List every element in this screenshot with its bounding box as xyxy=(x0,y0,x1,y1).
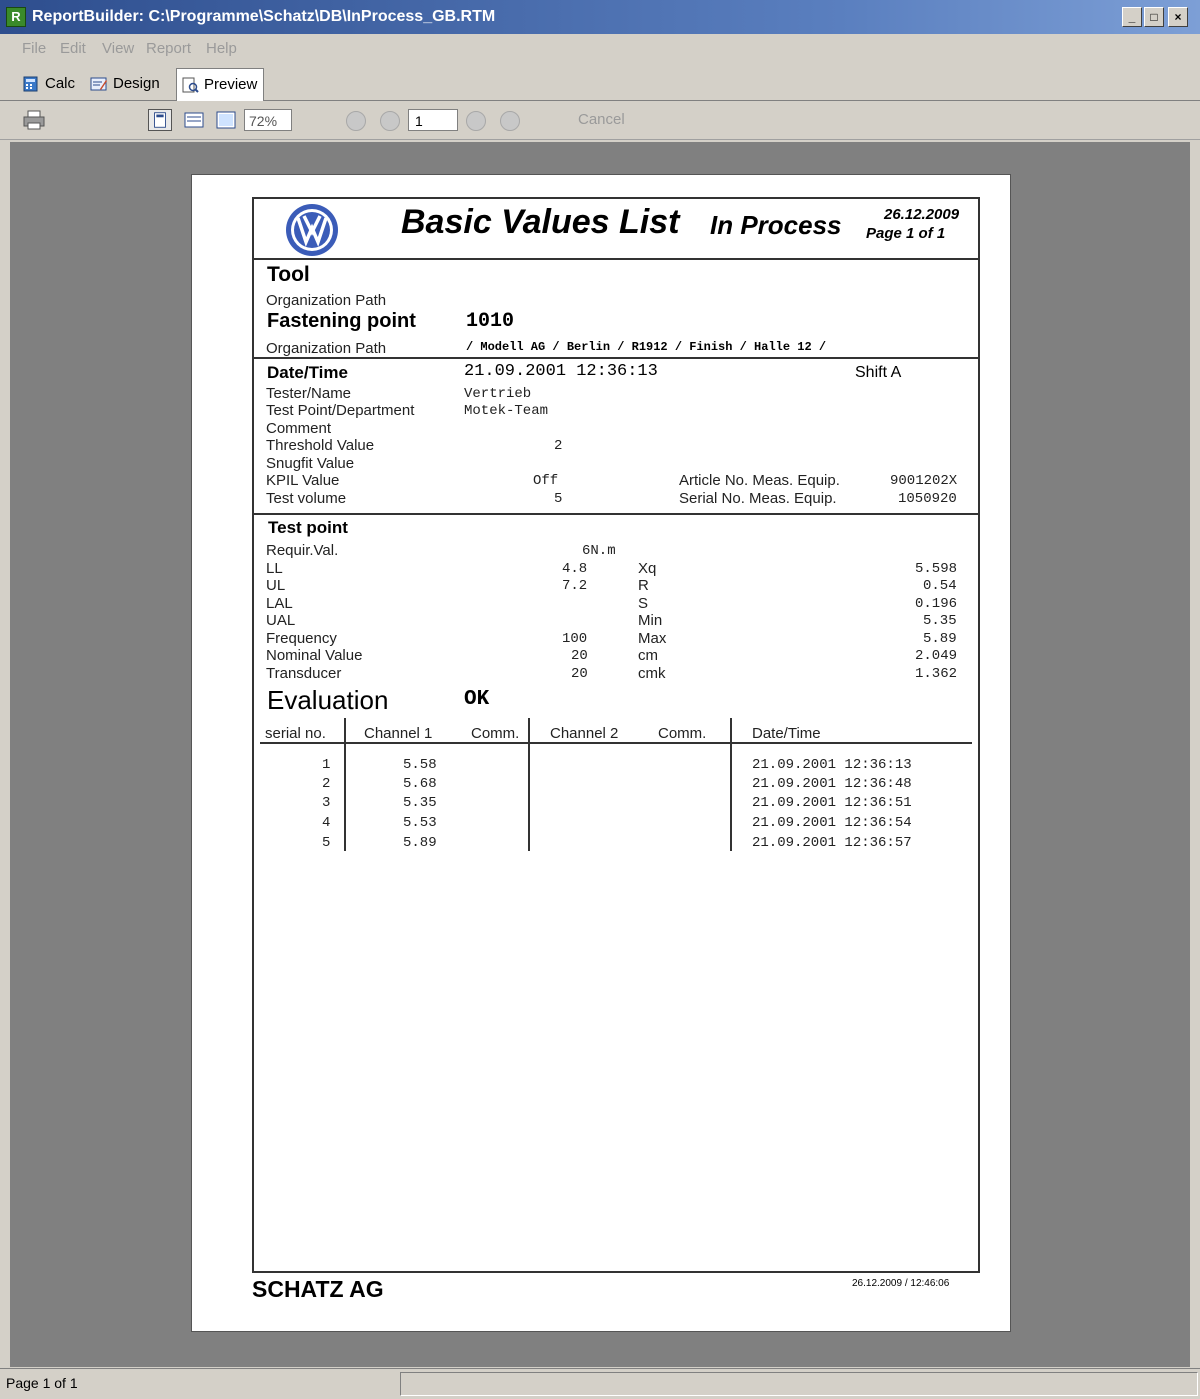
field-label: Snugfit Value xyxy=(266,455,355,472)
tp-value: 4.8 xyxy=(562,561,588,577)
report-page-number: Page 1 of 1 xyxy=(866,225,946,242)
tp-label: Frequency xyxy=(266,630,337,647)
title-bar xyxy=(0,0,1200,34)
divider xyxy=(252,258,980,260)
divider xyxy=(252,357,980,359)
table-cell-datetime: 21.09.2001 12:36:57 xyxy=(752,835,912,851)
field-label: Threshold Value xyxy=(266,437,375,454)
tab-calc-label: Calc xyxy=(45,75,76,92)
stat-value: 5.35 xyxy=(923,613,957,629)
page-width-icon[interactable] xyxy=(182,109,206,131)
stat-value: 5.598 xyxy=(915,561,958,577)
footer-company: SCHATZ AG xyxy=(252,1276,384,1302)
hundred-percent-icon[interactable] xyxy=(214,109,238,131)
col-header-channel1: Channel 1 xyxy=(364,725,433,742)
table-cell-serial: 3 xyxy=(322,795,331,811)
org-path-label-2: Organization Path xyxy=(266,340,387,357)
field-value: 2 xyxy=(554,438,563,454)
field-label: KPIL Value xyxy=(266,472,340,489)
stat-label: Min xyxy=(638,612,663,629)
tp-label: UAL xyxy=(266,612,296,629)
tp-value: 100 xyxy=(562,631,588,647)
evaluation-value: OK xyxy=(464,688,490,711)
field-value: Off xyxy=(533,473,559,489)
serial-value: 1050920 xyxy=(898,491,957,507)
report-date: 26.12.2009 xyxy=(884,206,960,223)
maximize-button[interactable]: □ xyxy=(1144,7,1164,27)
first-page-button[interactable] xyxy=(346,111,366,131)
tab-bar xyxy=(0,64,1200,101)
column-separator xyxy=(528,718,530,851)
menu-view[interactable]: View xyxy=(102,40,135,57)
next-page-button[interactable] xyxy=(466,111,486,131)
column-separator xyxy=(730,718,732,851)
tp-value: 20 xyxy=(571,648,588,664)
close-button[interactable]: × xyxy=(1168,7,1188,27)
article-label: Article No. Meas. Equip. xyxy=(679,472,840,489)
field-label: Comment xyxy=(266,420,332,437)
whole-page-icon[interactable] xyxy=(148,109,172,131)
status-panel xyxy=(400,1372,1198,1396)
evaluation-label: Evaluation xyxy=(267,685,389,715)
tp-label: LL xyxy=(266,560,283,577)
datetime-value: 21.09.2001 12:36:13 xyxy=(464,362,658,381)
table-cell-serial: 4 xyxy=(322,815,331,831)
col-header-channel2: Channel 2 xyxy=(550,725,619,742)
tool-heading: Tool xyxy=(267,263,310,286)
stat-label: S xyxy=(638,595,649,612)
fastening-point-label: Fastening point xyxy=(267,310,416,332)
fastening-point-value: 1010 xyxy=(466,310,515,333)
stat-value: 0.196 xyxy=(915,596,958,612)
stat-label: Max xyxy=(638,630,667,647)
menu-file[interactable]: File xyxy=(22,40,47,57)
footer-timestamp: 26.12.2009 / 12:46:06 xyxy=(852,1278,950,1289)
table-cell-datetime: 21.09.2001 12:36:48 xyxy=(752,776,912,792)
table-cell-datetime: 21.09.2001 12:36:13 xyxy=(752,757,912,773)
col-header-serial: serial no. xyxy=(265,725,326,742)
serial-label: Serial No. Meas. Equip. xyxy=(679,490,837,507)
tp-label: Nominal Value xyxy=(266,647,363,664)
menu-bar xyxy=(0,34,1200,64)
stat-value: 0.54 xyxy=(923,578,957,594)
last-page-button[interactable] xyxy=(500,111,520,131)
datetime-label: Date/Time xyxy=(267,363,348,382)
org-path-label: Organization Path xyxy=(266,292,387,309)
table-cell-serial: 1 xyxy=(322,757,331,773)
stat-value: 2.049 xyxy=(915,648,958,664)
toolbar xyxy=(0,101,1200,140)
tab-design-label: Design xyxy=(113,75,160,92)
field-label: Test Point/Department xyxy=(266,402,415,419)
tp-label: UL xyxy=(266,577,286,594)
divider xyxy=(252,513,980,515)
field-label: Tester/Name xyxy=(266,385,352,402)
window-title: ReportBuilder: C:\Programme\Schatz\DB\InProcess_GB.RTM xyxy=(32,8,496,25)
requir-value: 6N.m xyxy=(582,543,616,559)
tp-label: LAL xyxy=(266,595,293,612)
menu-edit[interactable]: Edit xyxy=(60,40,86,57)
stat-value: 5.89 xyxy=(923,631,957,647)
cancel-button[interactable]: Cancel xyxy=(578,111,625,128)
print-icon[interactable] xyxy=(22,109,46,131)
table-cell-channel1: 5.68 xyxy=(403,776,437,792)
org-path-value: / Modell AG / Berlin / R1912 / Finish / Halle 12 / xyxy=(466,340,827,354)
report-subtitle: In Process xyxy=(710,210,842,240)
table-cell-channel1: 5.89 xyxy=(403,835,437,851)
table-cell-channel1: 5.35 xyxy=(403,795,437,811)
design-icon xyxy=(90,76,108,92)
table-cell-serial: 5 xyxy=(322,835,331,851)
table-header-rule xyxy=(260,742,972,744)
minimize-button[interactable]: _ xyxy=(1122,7,1142,27)
table-cell-channel1: 5.58 xyxy=(403,757,437,773)
stat-value: 1.362 xyxy=(915,666,958,682)
tab-calc[interactable] xyxy=(18,70,81,98)
status-bar xyxy=(0,1368,1200,1399)
stat-label: cm xyxy=(638,647,658,664)
col-header-comm1: Comm. xyxy=(471,725,520,742)
tab-preview-label: Preview xyxy=(204,76,258,93)
article-value: 9001202X xyxy=(890,473,958,489)
report-title: Basic Values List xyxy=(401,203,680,241)
tp-value: 20 xyxy=(571,666,588,682)
tab-design[interactable] xyxy=(86,70,166,98)
stat-label: cmk xyxy=(638,665,666,682)
tp-label: Transducer xyxy=(266,665,342,682)
zoom-input[interactable]: 72% xyxy=(244,109,292,131)
prior-page-button[interactable] xyxy=(380,111,400,131)
menu-report[interactable]: Report xyxy=(146,40,192,57)
column-separator xyxy=(344,718,346,851)
calc-icon xyxy=(22,76,40,92)
tp-value: 7.2 xyxy=(562,578,588,594)
field-label: Test volume xyxy=(266,490,347,507)
col-header-datetime: Date/Time xyxy=(752,725,821,742)
col-header-comm2: Comm. xyxy=(658,725,707,742)
tab-preview[interactable] xyxy=(176,68,264,101)
table-cell-datetime: 21.09.2001 12:36:54 xyxy=(752,815,912,831)
table-cell-channel1: 5.53 xyxy=(403,815,437,831)
requir-label: Requir.Val. xyxy=(266,542,339,559)
status-page: Page 1 of 1 xyxy=(6,1375,78,1391)
table-cell-datetime: 21.09.2001 12:36:51 xyxy=(752,795,912,811)
stat-label: Xq xyxy=(638,560,657,577)
stat-label: R xyxy=(638,577,649,594)
field-value: 5 xyxy=(554,491,563,507)
app-icon: R xyxy=(6,7,26,27)
page-number-input[interactable]: 1 xyxy=(408,109,458,131)
field-value: Motek-Team xyxy=(464,403,549,419)
menu-help[interactable]: Help xyxy=(206,40,237,57)
shift-value: Shift A xyxy=(855,364,902,381)
table-cell-serial: 2 xyxy=(322,776,331,792)
preview-icon xyxy=(181,77,199,93)
vw-logo-icon xyxy=(284,202,340,258)
field-value: Vertrieb xyxy=(464,386,532,402)
testpoint-heading: Test point xyxy=(268,518,348,537)
